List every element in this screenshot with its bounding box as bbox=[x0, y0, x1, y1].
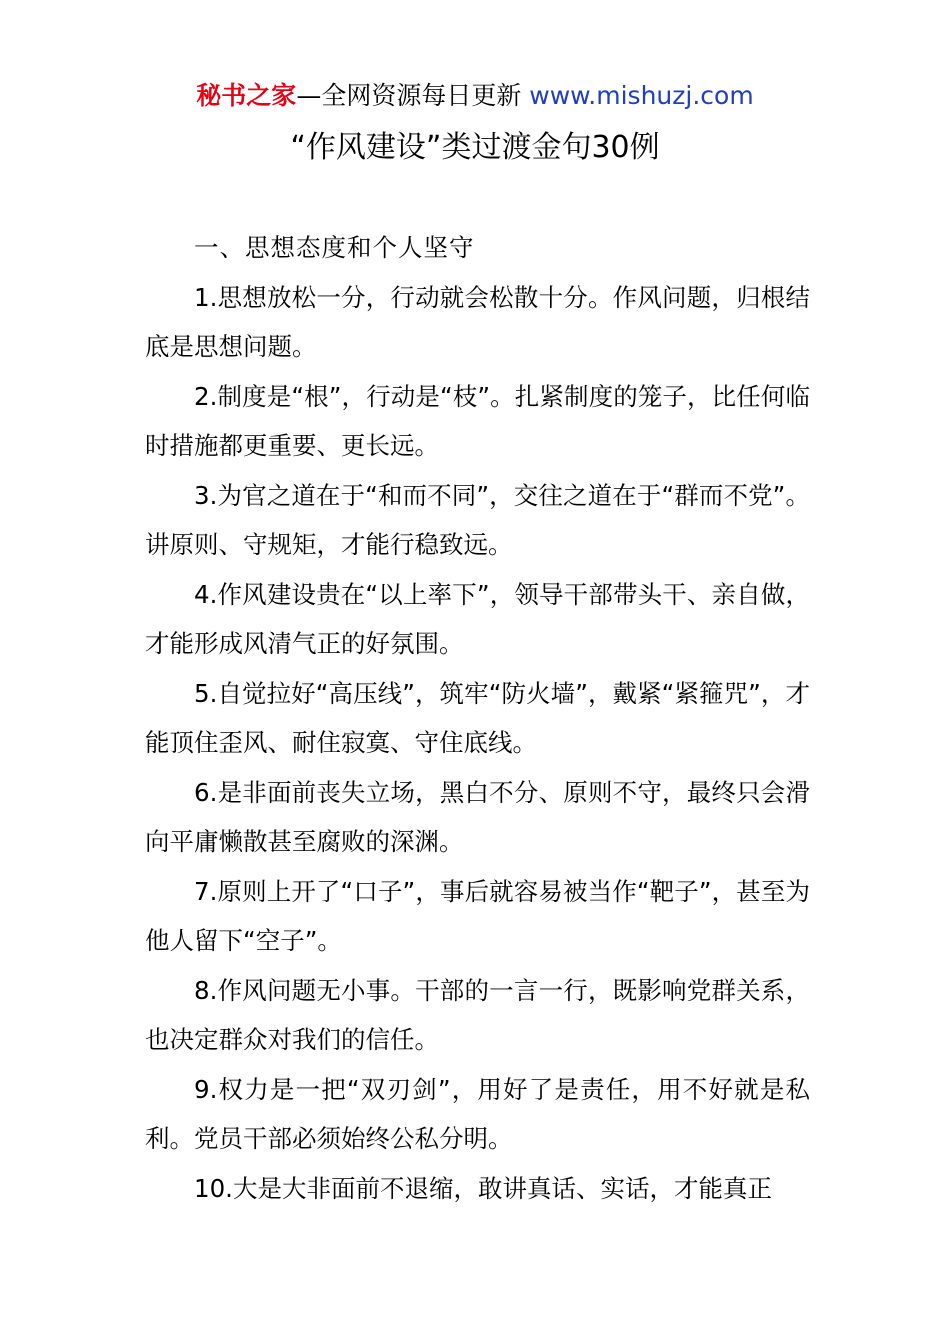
paragraph-6: 6.是非面前丧失立场，黑白不分、原则不守，最终只会滑向平庸懒散甚至腐败的深渊。 bbox=[145, 777, 810, 856]
paragraph-2: 2.制度是“根”，行动是“枝”。扎紧制度的笼子，比任何临时措施都更重要、更长远。 bbox=[145, 381, 810, 460]
paragraph-1: 1.思想放松一分，行动就会松散十分。作风问题，归根结底是思想问题。 bbox=[145, 282, 810, 361]
paragraph-3: 3.为官之道在于“和而不同”，交往之道在于“群而不党”。讲原则、守规矩，才能行稳致远。 bbox=[145, 480, 810, 559]
site-header bbox=[0, 80, 950, 112]
document-title: “作风建设”类过渡金句30例 bbox=[290, 130, 660, 165]
site-brand: 秘书之家 bbox=[196, 81, 297, 110]
paragraph-4: 4.作风建设贵在“以上率下”，领导干部带头干、亲自做，才能形成风清气正的好氛围。 bbox=[145, 579, 810, 658]
section-heading: 一、思想态度和个人坚守 bbox=[194, 233, 475, 262]
paragraph-5: 5.自觉拉好“高压线”，筑牢“防火墙”，戴紧“紧箍咒”，才能顶住歪风、耐住寂寞、守住底线。 bbox=[145, 678, 810, 757]
paragraph-7: 7.原则上开了“口子”，事后就容易被当作“靶子”，甚至为他人留下“空子”。 bbox=[145, 876, 810, 955]
site-tagline: —全网资源每日更新 bbox=[296, 81, 530, 110]
paragraph-10: 10.大是大非面前不退缩，敢讲真话、实话，才能真正 bbox=[194, 1173, 772, 1203]
site-url-link[interactable]: www.mishuzj.com bbox=[529, 81, 754, 110]
paragraph-8: 8.作风问题无小事。干部的一言一行，既影响党群关系，也决定群众对我们的信任。 bbox=[145, 975, 810, 1054]
document-body bbox=[145, 223, 810, 1213]
paragraph-9: 9.权力是一把“双刃剑”，用好了是责任，用不好就是私利。党员干部必须始终公私分明。 bbox=[145, 1074, 810, 1153]
